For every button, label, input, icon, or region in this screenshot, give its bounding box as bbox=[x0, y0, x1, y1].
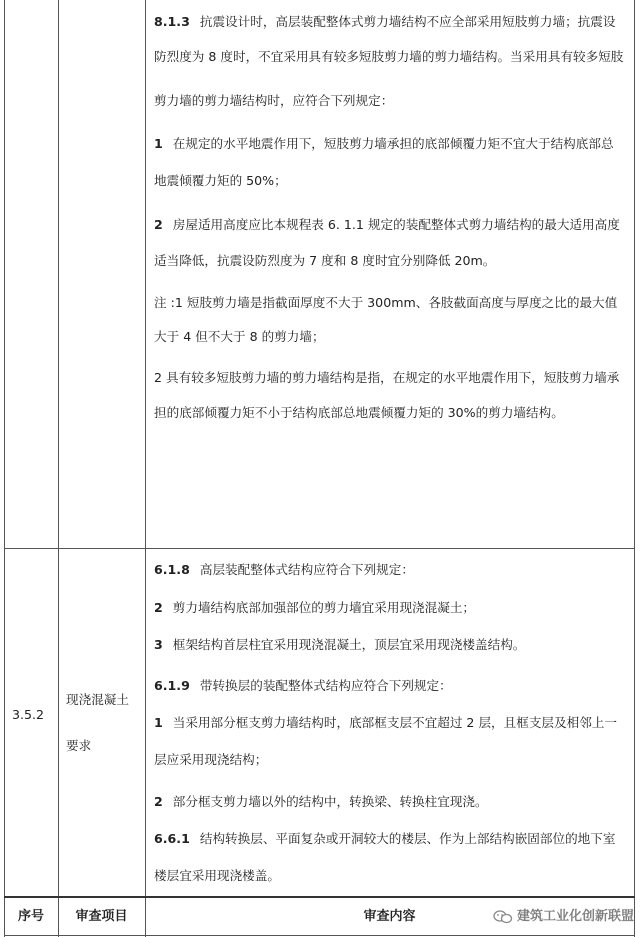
clause-text: 高层装配整体式结构应符合下列规定： bbox=[199, 562, 414, 577]
content-line bbox=[154, 671, 452, 701]
header-serial: 序号 bbox=[17, 909, 44, 924]
clause-number: 8.1.3 bbox=[154, 14, 190, 29]
table-border-bottom bbox=[4, 935, 635, 936]
clause-text: 在规定的水平地震作用下，短肢剪力墙承担的底部倾覆力矩不宜大于结构底部总 bbox=[172, 136, 614, 151]
clause-number: 2 bbox=[154, 794, 163, 809]
clause-number: 2 bbox=[154, 217, 163, 232]
content-line bbox=[154, 363, 619, 393]
clause-text: 担的底部倾覆力矩不小于结构底部总地震倾覆力矩的 30%的剪力墙结构。 bbox=[154, 405, 564, 420]
wechat-icon bbox=[493, 910, 513, 924]
content-line bbox=[154, 86, 393, 116]
clause-number: 1 bbox=[154, 136, 163, 151]
content-line bbox=[154, 630, 525, 660]
header-content: 审查内容 bbox=[363, 909, 416, 924]
row2-item-line1: 现浇混凝土 bbox=[66, 692, 129, 707]
content-line bbox=[154, 787, 488, 817]
clause-text: 剪力墙的剪力墙结构时，应符合下列规定： bbox=[154, 93, 394, 108]
clause-text: 当采用部分框支剪力墙结构时，底部框支层不宜超过 2 层，且框支层及相邻上一 bbox=[172, 715, 617, 730]
content-line bbox=[154, 246, 495, 276]
clause-text: 抗震设计时，高层装配整体式剪力墙结构不应全部采用短肢剪力墙；抗震设 bbox=[199, 14, 616, 29]
clause-text: 防烈度为 8 度时，不宜采用具有较多短肢剪力墙的剪力墙结构。当采用具有较多短肢 bbox=[154, 49, 624, 64]
clause-text: 部分框支剪力墙以外的结构中，转换梁、转换柱宜现浇。 bbox=[172, 794, 488, 809]
col-divider-2 bbox=[145, 0, 146, 937]
table-border-left bbox=[4, 0, 5, 937]
clause-text: 适当降低，抗震设防烈度为 7 度和 8 度时宜分别降低 20m。 bbox=[154, 253, 496, 268]
clause-text: 地震倾覆力矩的 50%； bbox=[154, 173, 287, 188]
clause-number: 6.1.9 bbox=[154, 678, 190, 693]
clause-text: 层应采用现浇结构； bbox=[154, 752, 268, 767]
content-line bbox=[154, 861, 280, 891]
watermark bbox=[489, 902, 634, 932]
clause-text: 楼层宜采用现浇楼盖。 bbox=[154, 868, 280, 883]
clause-number: 1 bbox=[154, 715, 163, 730]
content-line bbox=[154, 824, 615, 854]
content-line bbox=[154, 288, 617, 318]
clause-number: 6.6.1 bbox=[154, 831, 190, 846]
clause-text: 注 :1 短肢剪力墙是指截面厚度不大于 300mm、各肢截面高度与厚度之比的最大值 bbox=[154, 295, 618, 310]
col-divider-1 bbox=[58, 0, 59, 937]
row2-item-line2: 要求 bbox=[66, 738, 92, 753]
review-table bbox=[4, 0, 635, 937]
content-line bbox=[154, 322, 325, 352]
content-line bbox=[154, 129, 614, 159]
content-line bbox=[154, 745, 267, 775]
clause-number: 6.1.8 bbox=[154, 562, 190, 577]
row-divider bbox=[4, 548, 635, 549]
content-line bbox=[154, 708, 617, 738]
content-line bbox=[154, 42, 623, 72]
table-border-right bbox=[634, 0, 635, 937]
clause-number: 2 bbox=[154, 600, 163, 615]
content-line bbox=[154, 398, 564, 428]
row2-serial: 3.5.2 bbox=[12, 707, 45, 722]
content-line bbox=[154, 593, 475, 623]
clause-text: 房屋适用高度应比本规程表 6. 1.1 规定的装配整体式剪力墙结构的最大适用高度 bbox=[172, 217, 620, 232]
content-line bbox=[154, 210, 620, 240]
clause-text: 带转换层的装配整体式结构应符合下列规定： bbox=[199, 678, 452, 693]
content-line bbox=[154, 7, 615, 37]
header-item: 审查项目 bbox=[75, 909, 128, 924]
content-line bbox=[154, 555, 414, 585]
clause-number: 3 bbox=[154, 637, 163, 652]
clause-text: 大于 4 但不大于 8 的剪力墙； bbox=[154, 329, 325, 344]
header-divider bbox=[4, 896, 635, 898]
content-line bbox=[154, 166, 287, 196]
clause-text: 剪力墙结构底部加强部位的剪力墙宜采用现浇混凝土； bbox=[172, 600, 476, 615]
clause-text: 框架结构首层柱宜采用现浇混凝土，顶层宜采用现浇楼盖结构。 bbox=[172, 637, 526, 652]
clause-text: 2 具有较多短肢剪力墙的剪力墙结构是指，在规定的水平地震作用下，短肢剪力墙承 bbox=[154, 370, 620, 385]
clause-text: 结构转换层、平面复杂或开洞较大的楼层、作为上部结构嵌固部位的地下室 bbox=[199, 831, 616, 846]
watermark-text: 建筑工业化创新联盟 bbox=[516, 909, 634, 924]
